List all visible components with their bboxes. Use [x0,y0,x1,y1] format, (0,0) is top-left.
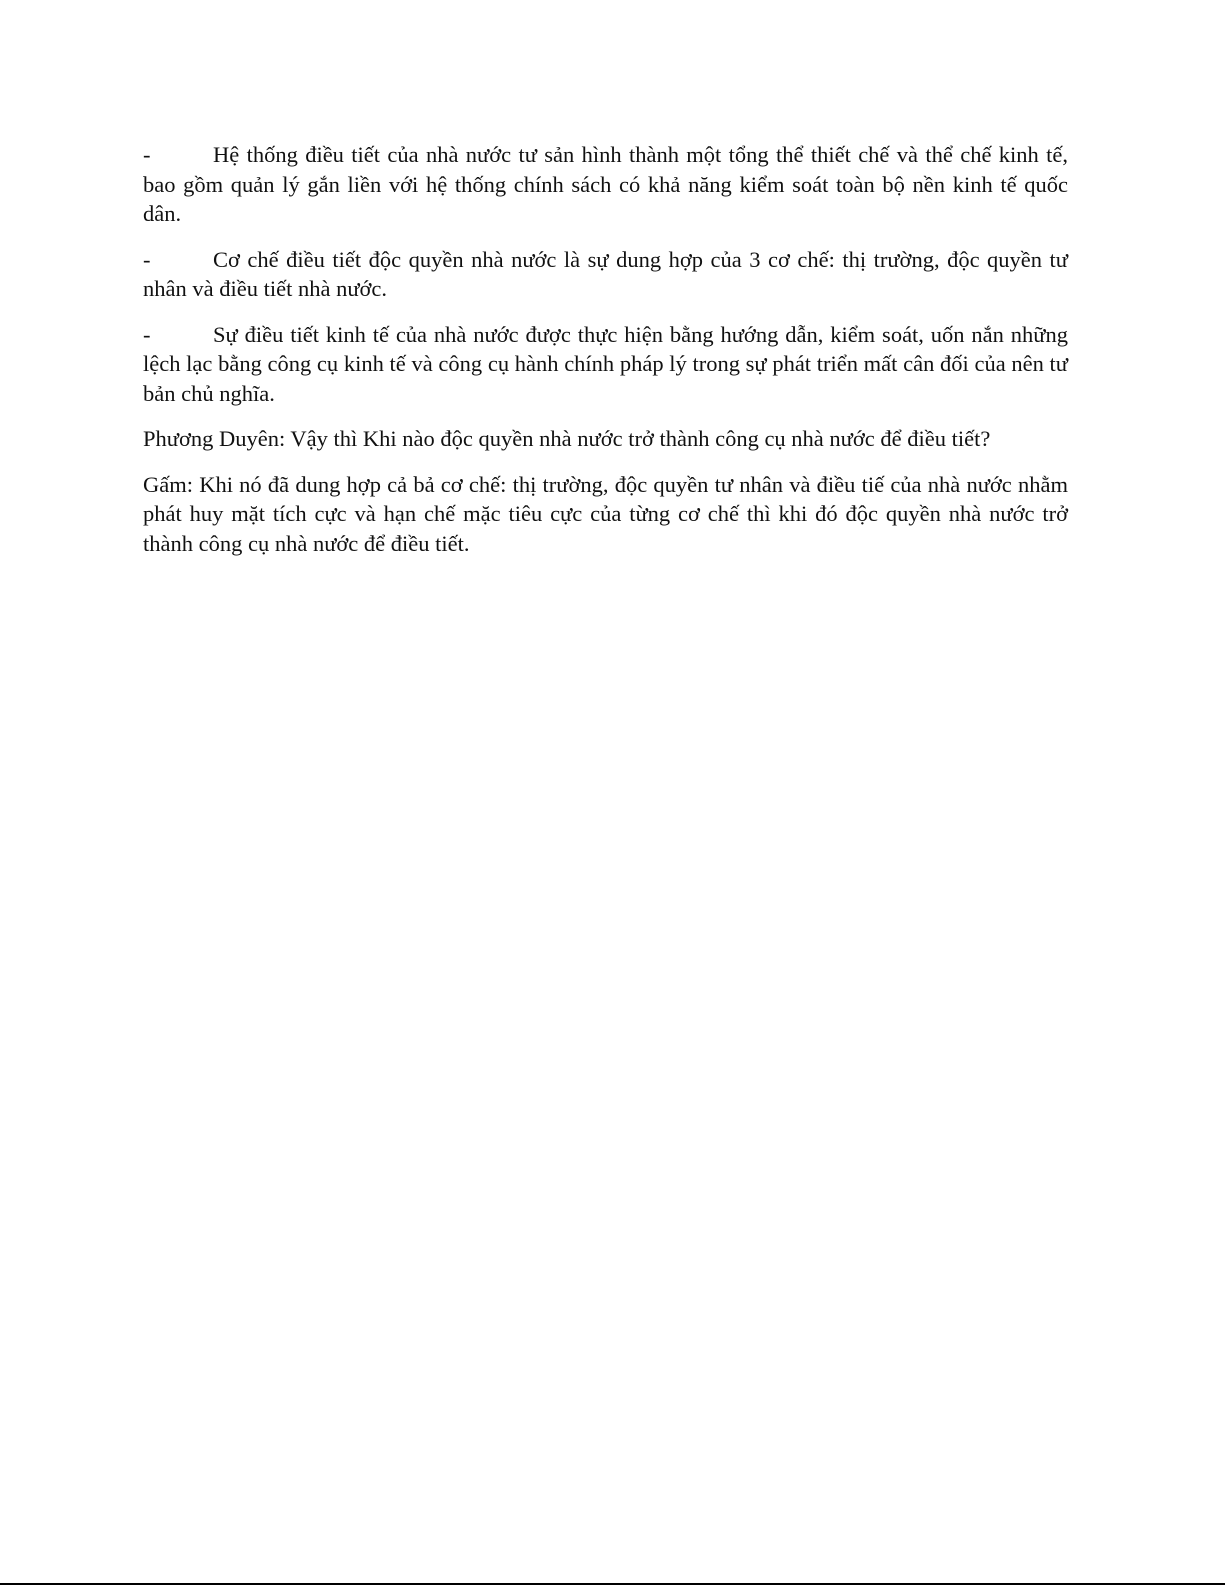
document-body [143,140,1068,574]
bullet-text: Hệ thống điều tiết của nhà nước tư sản hình thành một tổng thể thiết chế và thể chế kinh tế, bao gồm quản lý gắn liền với hệ thống chính sách có khả năng kiểm soát toàn bộ nền kinh tế quốc dân. [143,142,1068,226]
bullet-paragraph-2 [143,245,1068,304]
bullet-paragraph-1 [143,140,1068,229]
bullet-paragraph-3 [143,320,1068,409]
question-paragraph: Phương Duyên: Vậy thì Khi nào độc quyền nhà nước trở thành công cụ nhà nước để điều tiết? [143,426,991,451]
answer-paragraph: Gấm: Khi nó đã dung hợp cả bả cơ chế: thị trường, độc quyền tư nhân và điều tiế của nhà nước nhằm phát huy mặt tích cực và hạn chế mặc tiêu cực của từng cơ chế thì khi đó độc quyền nhà nước trở thành công cụ nhà nước để điều tiết. [143,471,1068,556]
bullet-text: Cơ chế điều tiết độc quyền nhà nước là sự dung hợp của 3 cơ chế: thị trường, độc quyền tư nhân và điều tiết nhà nước. [143,246,1068,301]
bullet-text: Sự điều tiết kinh tế của nhà nước được thực hiện bằng hướng dẫn, kiểm soát, uốn nắn những lệch lạc bằng công cụ kinh tế và công cụ hành chính pháp lý trong sự phát triển mất cân đối của nên tư bản chủ nghĩa. [143,321,1068,406]
bullet-marker: - [143,246,151,272]
bullet-marker: - [143,142,151,167]
bullet-marker: - [143,321,151,347]
